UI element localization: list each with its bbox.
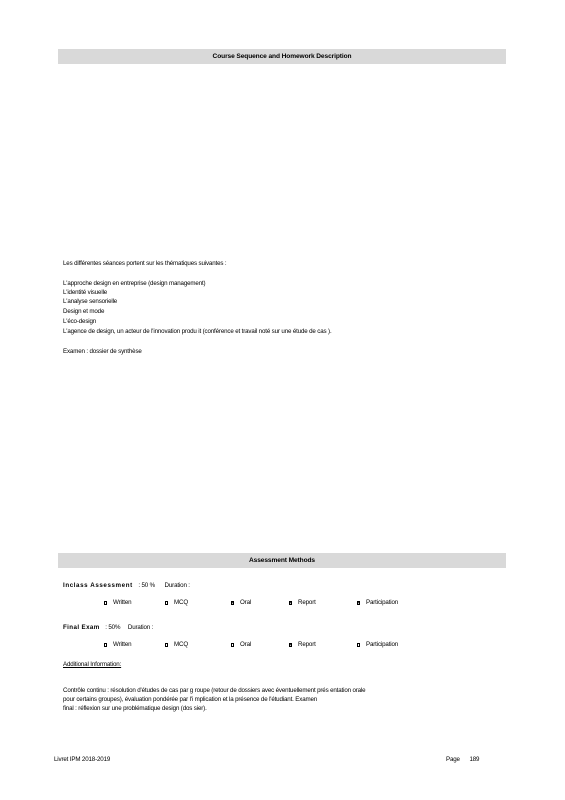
checkbox-icon[interactable] <box>104 643 107 647</box>
inclass-option-mcq[interactable] <box>165 599 188 606</box>
inclass-option-participation[interactable] <box>357 599 398 606</box>
footer-left-text: Livret IPM 2018-2019 <box>54 756 111 763</box>
final-exam-duration: Duration : <box>127 624 154 631</box>
inclass-weight: : 50 % <box>138 582 155 589</box>
exam-description: Examen : dossier de synthèse <box>63 348 142 355</box>
topic-item: Design et mode <box>63 308 105 315</box>
checkbox-checked-icon[interactable] <box>231 601 234 605</box>
topic-item: L'agence de design, un acteur de l'innovation produ it (conférence et travail noté sur une étude de cas ). <box>63 328 332 335</box>
inclass-option-oral[interactable] <box>231 599 251 606</box>
final-option-report[interactable] <box>289 641 316 648</box>
final-option-written[interactable] <box>104 641 131 648</box>
final-option-mcq[interactable] <box>165 641 188 648</box>
topic-item: L'analyse sensorielle <box>63 298 118 305</box>
option-label: Participation <box>366 641 399 648</box>
final-option-participation[interactable] <box>357 641 398 648</box>
option-label: Written <box>113 599 132 606</box>
additional-info-line: final : réflexion sur une problématique design (dos sier). <box>63 705 207 712</box>
option-label: MCQ <box>174 641 188 648</box>
checkbox-checked-icon[interactable] <box>357 601 360 605</box>
option-label: MCQ <box>174 599 188 606</box>
option-label: Oral <box>240 599 252 606</box>
checkbox-icon[interactable] <box>165 643 168 647</box>
additional-info-line: pour certains groupes), évaluation pondérée par l'i mplication et la présence de l'étudiant. Examen <box>63 696 318 703</box>
inclass-option-written[interactable] <box>104 599 131 606</box>
additional-info-line: Contrôle continu : résolution d'études de cas par g roupe (retour de dossiers avec éventuellement prés entation orale <box>63 687 366 694</box>
footer-page <box>446 756 479 763</box>
option-label: Report <box>298 599 316 606</box>
intro-text: Les différentes séances portent sur les thématiques suivantes : <box>63 260 227 267</box>
topic-item: L'identité visuelle <box>63 289 108 296</box>
checkbox-checked-icon[interactable] <box>289 601 292 605</box>
section-header-assessment <box>58 553 506 568</box>
final-exam-row <box>63 624 153 631</box>
option-label: Report <box>298 641 316 648</box>
final-exam-weight: : 50% <box>105 624 121 631</box>
additional-info-label: Additional Information: <box>63 661 122 668</box>
checkbox-icon[interactable] <box>165 601 168 605</box>
topic-item: L'éco-design <box>63 318 97 325</box>
inclass-duration: Duration : <box>164 582 190 589</box>
section-header-course-sequence <box>58 49 506 64</box>
topic-item: L'approche design en entreprise (design management) <box>63 280 206 287</box>
option-label: Written <box>113 641 132 648</box>
checkbox-icon[interactable] <box>357 643 360 647</box>
page-label: Page <box>446 756 460 763</box>
section-title: Assessment Methods <box>249 557 315 564</box>
option-label: Oral <box>240 641 252 648</box>
final-exam-label: Final Exam <box>63 624 100 631</box>
checkbox-checked-icon[interactable] <box>289 643 292 647</box>
page-number: 189 <box>469 756 480 763</box>
section-title: Course Sequence and Homework Description <box>212 53 352 60</box>
checkbox-icon[interactable] <box>231 643 234 647</box>
option-label: Participation <box>366 599 399 606</box>
final-option-oral[interactable] <box>231 641 251 648</box>
inclass-label: Inclass Assessment <box>63 582 133 589</box>
inclass-assessment-row <box>63 582 190 589</box>
checkbox-icon[interactable] <box>104 601 107 605</box>
inclass-option-report[interactable] <box>289 599 316 606</box>
